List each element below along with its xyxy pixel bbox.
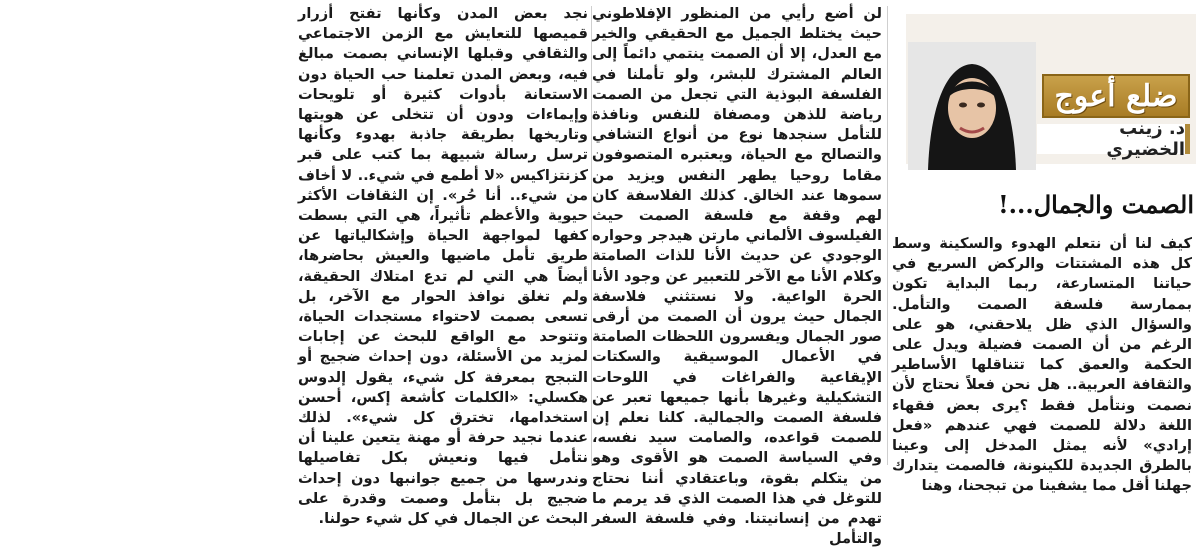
- paragraph: نجد بعض المدن وكأنها تفتح أزرار قميصها للتعايش مع الزمن الاجتماعي والثقافي وقبلها الإنساني بصمت مبالغ فيه، وبعض المدن تعلمنا حب الحياة دون الاستعانة بأدوات كثيرة أو تلويحات وإيماءات ودون أن تتخلى عن هويتها وتاريخها بطريقة جاذبة بهدوء وكأنها ترسل رسالة شبيهة بما كتب على قبر كزنتزاكيس «لا أطمع في شيء.. لا أخاف من شيء.. أنا حُر». إن الثقافات الأكثر حيوية والأعظم تأثيراً، هي التي بسطت كفها لمواجهة الحياة وإشكالياتها عن طريق تأمل ماضيها والعيش بحاضرها، أيضاً هي التي لم تدع امتلاك الحقيقة، ولم تغلق نوافذ الحوار مع الآخر، بل تسعى بصمت لاحتواء مستجدات الحياة، وتتوحد مع الواقع للبحث عن إجابات لمزيد من الأسئلة، دون إحداث ضجيج أو التبجح بمعرفة كل شيء، يقول إلدوس هكسلي: «الكلمات كأشعة إكس، أحسن استخدامها، تخترق كل شيء». لذلك عندما نجيد حرفة أو مهنة يتعين علينا أن نتأمل فيها ونعيش بكل تفاصيلها وندرسها من جميع جوانبها دون إحداث ضجيج بل بتأمل وصمت وقدرة على البحث عن الجمال في كل شيء حولنا.: [298, 5, 588, 528]
- author-photo: [908, 42, 1036, 170]
- article-column-1: [892, 234, 1192, 495]
- paragraph: كيف لنا أن نتعلم الهدوء والسكينة وسط كل هذه المشتتات والركض السريع في حياتنا المتسارعة، ربما البداية تكون بممارسة فلسفة الصمت والتأمل. والسؤال الذي ظل يلاحقني، هو على الرغم من أن الصمت فضيلة ويدل على الحكمة والعمق كما تتناقلها الأساطير والثقافة العربية.. هل نحن فعلاً نحتاج لأن نصمت ونتأمل فقط ؟يرى بعض فقهاء اللغة دلالة للصمت فهي عندهم «فعل إرادي» لأنه يمثل المدخل إلى وعينا بالطرق الجديدة للكينونة، فالصمت يتدارك جهلنا أقل مما يشفينا من تبجحنا، وهنا: [892, 235, 1192, 495]
- author-portrait-icon: [908, 42, 1036, 170]
- column-name-banner: [1042, 74, 1190, 118]
- article-title: الصمت والجمال...!: [998, 190, 1194, 219]
- article-column-2: [592, 4, 882, 548]
- column-divider: [591, 6, 592, 465]
- article-column-3: [298, 4, 588, 528]
- column-name: ضلع أعوج: [1054, 78, 1178, 114]
- author-name: د. زينب الخضيري: [1106, 118, 1185, 160]
- column-divider: [887, 6, 888, 465]
- paragraph: لن أضع رأيي من المنظور الإفلاطوني حيث يختلط الجميل مع الحقيقي والخير مع العدل، إلا أن الصمت ينتمي دائماً إلى العالم المشترك للبشر، ولو تأملنا في الفلسفة البوذية التي تجعل من الصمت رياضة للذهن ومصفاة للنفس ونافذة للتأمل سنجدها نوع من أنواع التشافي والتصالح مع الحياة، ويعتبره المتصوفون مقاما روحيا يطهر النفس ويزيد من سموها عند الخالق. كذلك الفلاسفة كان لهم وقفة مع فلسفة الصمت حيث الفيلسوف الألماني مارتن هيدجر وحواره الوجودي عن حديث الأنا للذات الصامتة وكلام الأنا مع الآخر للتعبير عن وجود الأنا الحرة الواعية. ولا نستثني فلاسفة الجمال حيث يرون أن الصمت من أرقى صور الجمال ويفسرون اللحظات الصامتة في الأعمال الموسيقية والسكتات الإيقاعية والفراغات في اللوحات التشكيلية وغيرها بأنها جميعها تعبر عن فلسفة الصمت والجمالية. كلنا نعلم إن للصمت قواعده، والصامت سيد نفسه، وفي السياسة الصمت هو الأقوى وهو من يتكلم بقوة، وباعتقادي أننا نحتاج للتوغل في هذا الصمت الذي قد يرمم ما تهدم من إنسانيتنا. وفي فلسفة السفر والتأمل: [592, 5, 882, 548]
- column-header: [906, 14, 1196, 164]
- author-byline: [1037, 118, 1190, 160]
